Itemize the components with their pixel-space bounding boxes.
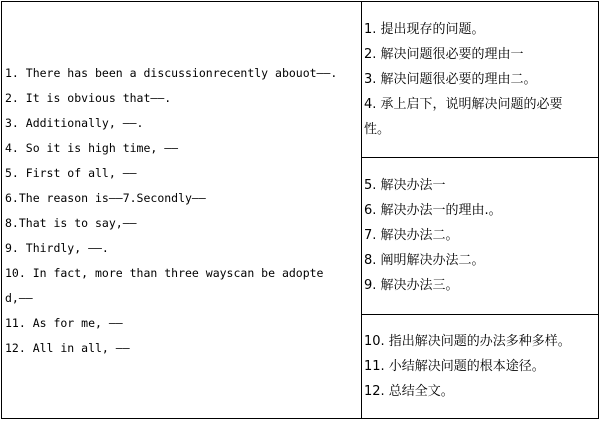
english-line-6: 6.The reason is——7.Secondly—— [5, 191, 206, 205]
english-line-8: 9. Thirdly, ——. [5, 241, 109, 255]
outline-cell-solutions [362, 158, 598, 315]
outline-line-9: 9. 解决办法三。 [364, 278, 459, 293]
outline-line-6: 6. 解决办法一的理由.。 [364, 203, 502, 218]
english-line-9: 10. In fact, more than three wayscan be adopte [5, 266, 324, 280]
outline-line-11: 11. 小结解决问题的根本途径。 [364, 359, 545, 374]
outline-line-10: 10. 指出解决问题的办法多种多样。 [364, 334, 571, 349]
outline-cell-problem [362, 2, 598, 158]
english-line-10: d,—— [5, 291, 33, 305]
outline-line-4-cont: 性。 [364, 122, 391, 137]
chinese-outline-column [362, 2, 598, 418]
english-phrases-column [2, 2, 362, 418]
english-line-2: 2. It is obvious that——. [5, 91, 172, 105]
outline-line-12: 12. 总结全文。 [364, 384, 454, 399]
outline-line-1: 1. 提出现存的问题。 [364, 22, 485, 37]
outline-table [1, 1, 599, 419]
english-line-5: 5. First of all, —— [5, 166, 137, 180]
outline-cell-conclusion [362, 315, 598, 418]
english-line-12: 12. All in all, —— [5, 341, 130, 355]
outline-line-8: 8. 阐明解决办法二。 [364, 253, 485, 268]
outline-line-3: 3. 解决问题很必要的理由二。 [364, 72, 537, 87]
outline-line-2: 2. 解决问题很必要的理由一 [364, 47, 524, 62]
outline-line-5: 5. 解决办法一 [364, 178, 446, 193]
english-line-3: 3. Additionally, ——. [5, 116, 144, 130]
english-line-4: 4. So it is high time, —— [5, 141, 179, 155]
english-line-11: 11. As for me, —— [5, 316, 123, 330]
english-line-7: 8.That is to say,—— [5, 216, 137, 230]
outline-line-7: 7. 解决办法二。 [364, 228, 459, 243]
outline-line-4: 4. 承上启下，说明解决问题的必要 [364, 97, 563, 112]
english-line-1: 1. There has been a discussionrecently abouot——. [5, 66, 338, 80]
